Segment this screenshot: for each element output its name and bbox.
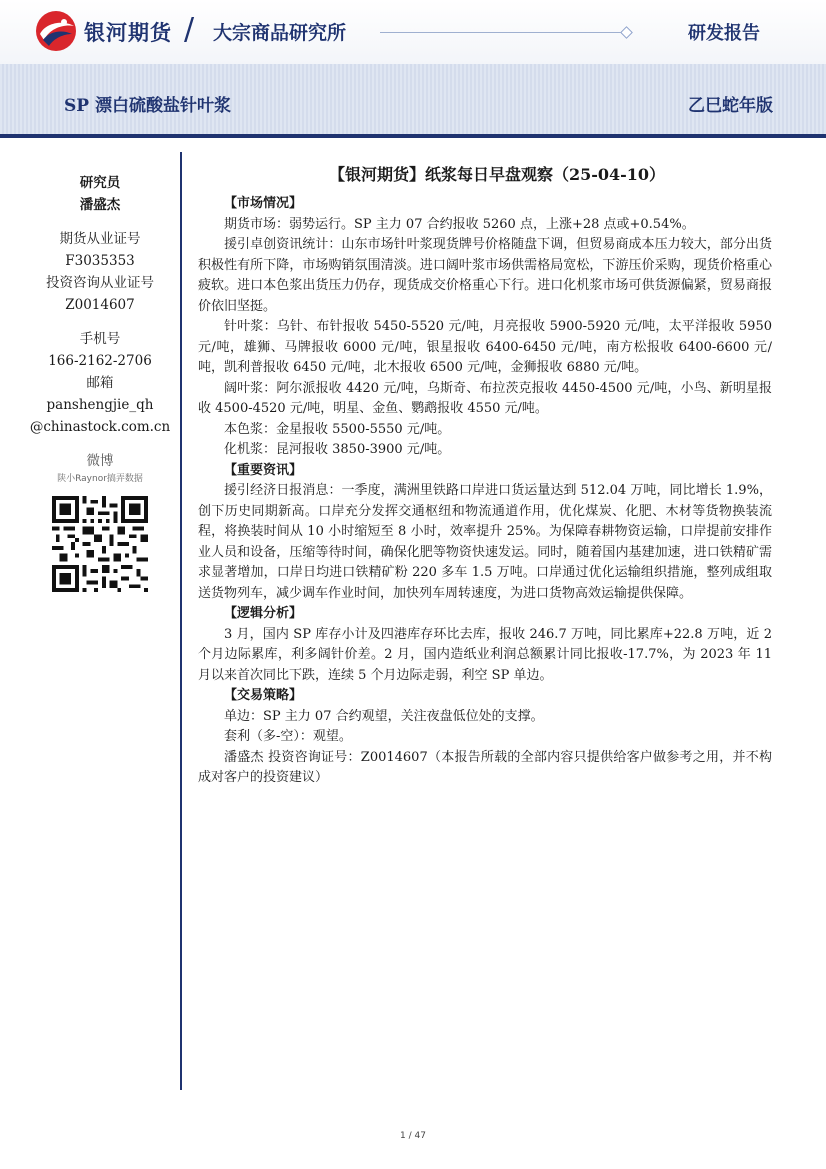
phone-label: 手机号: [79, 331, 121, 347]
brand-name: 银河期货: [84, 21, 172, 45]
galaxy-logo-icon: [34, 10, 78, 52]
header-slash: /: [184, 12, 195, 47]
title-band: [0, 64, 826, 138]
diamond-icon: [620, 26, 633, 39]
paragraph-news: 援引经济日报消息：一季度，满洲里铁路口岸进口货运量达到 512.04 万吨，同比增长 1.9%，创下历史同期新高。口岸充分发挥交通枢纽和物流通道作用，优化煤炭、化肥、木材等货物换装流程，将换装时间从 10 小时缩短至 8 小时，效率提升 25%。为保障春耕物资运输，口岸提前安排作业人员和设备，压缩等待时间，确保化肥等物资快速发运。同时，随着国内基建加速，进口铁精矿需求显著增加，口岸日均进口铁精矿粉 220 多车 1.5 万吨。口岸通过优化运输组织措施，整列成组取送货物列车，减少调车作业时间，加快列车周转速度，为进口货物高效运输提供保障。: [198, 483, 772, 601]
paragraph-disclaimer: 潘盛杰 投资咨询证号：Z0014607（本报告所载的全部内容只提供给客户做参考之用，并不构成对客户的投资建议）: [198, 749, 772, 785]
page-header: [0, 0, 826, 64]
paragraph-hardwood: 阔叶浆：阿尔派报收 4420 元/吨，乌斯奇、布拉茨克报收 4450-4500 元/吨，小鸟、新明星报收 4500-4520 元/吨，明星、金鱼、鹦鹉报收 4550 元/吨。: [198, 380, 772, 416]
analyst-sidebar: [20, 172, 180, 592]
paragraph-arbitrage: 套利（多-空）：观望。: [224, 729, 352, 744]
edition-label: 乙巳蛇年版: [688, 96, 773, 116]
report-type-label: 研发报告: [688, 23, 760, 44]
section-heading-news: 【重要资讯】: [224, 462, 303, 478]
paragraph-single-side: 单边：SP 主力 07 合约观望，关注夜盘低位处的支撑。: [224, 708, 544, 724]
weibo-account: 陕小Raynor搞弄数据: [57, 474, 143, 484]
email-line-2: @chinastock.com.cn: [29, 419, 171, 435]
paragraph-ctmp: 化机浆：昆河报收 3850-3900 元/吨。: [224, 442, 451, 457]
license-number: F3035353: [65, 253, 135, 269]
email-label: 邮箱: [86, 375, 114, 391]
column-divider: [180, 152, 182, 1090]
analyst-name: 潘盛杰: [79, 197, 121, 213]
role-label: 研究员: [79, 175, 121, 191]
department-name: 大宗商品研究所: [213, 22, 347, 44]
paragraph-unbleached: 本色浆：金星报收 5500-5550 元/吨。: [224, 421, 451, 437]
section-heading-strategy: 【交易策略】: [224, 688, 303, 703]
license-label: 期货从业证号: [59, 231, 141, 247]
qr-code-icon: [52, 496, 148, 592]
consult-label: 投资咨询从业证号: [46, 275, 154, 291]
paragraph-logic: 3 月，国内 SP 库存小计及四港库存环比去库，报收 246.7 万吨，同比累库+22.8 万吨，近 2 个月边际累库，利多阔针价差。2 月，国内造纸业利润总额累计同比报收-17.7%，为 2023 年 11 月以来首次同比下跌，连续 5 个月边际走弱，利空 SP 单边。: [198, 626, 772, 683]
weibo-label: 微博: [86, 453, 114, 469]
report-title: 【银河期货】纸浆每日早盘观察（25-04-10）: [328, 165, 666, 184]
report-body: [198, 160, 772, 789]
paragraph-softwood: 针叶浆：乌针、布针报收 5450-5520 元/吨，月亮报收 5900-5920 元/吨，太平洋报收 5950 元/吨，雄狮、马牌报收 6000 元/吨，银星报收 6400-6450 元/吨，南方松报收 6400-6600 元/吨，凯利普报收 6450 元/吨，北木报收 6500 元/吨，金狮报收 6880 元/吨。: [198, 319, 772, 375]
email-line-1: panshengjie_qh: [46, 397, 154, 413]
page-number: 1 / 47: [400, 1131, 426, 1141]
paragraph-futures: 期货市场：弱势运行。SP 主力 07 合约报收 5260 点，上涨+28 点或+0.54%。: [224, 216, 695, 232]
paragraph-zhuochuang: 援引卓创资讯统计：山东市场针叶浆现货牌号价格随盘下调，但贸易商成本压力较大，部分出货积极性有所下降，市场购销氛围清淡。进口阔叶浆市场供需格局宽松，下游压价采购，现货价格重心疲软。进口本色浆出货压力仍存，现货成交价格重心下行。进口化机浆市场可供货源偏紧，贸易商报价依旧坚挺。: [198, 237, 772, 314]
consult-number: Z0014607: [65, 297, 135, 313]
product-title: SP 漂白硫酸盐针叶浆: [64, 96, 231, 116]
section-heading-market: 【市场情况】: [224, 196, 303, 211]
header-divider: [380, 32, 630, 33]
section-heading-logic: 【逻辑分析】: [224, 606, 303, 621]
phone-number: 166-2162-2706: [48, 353, 152, 369]
